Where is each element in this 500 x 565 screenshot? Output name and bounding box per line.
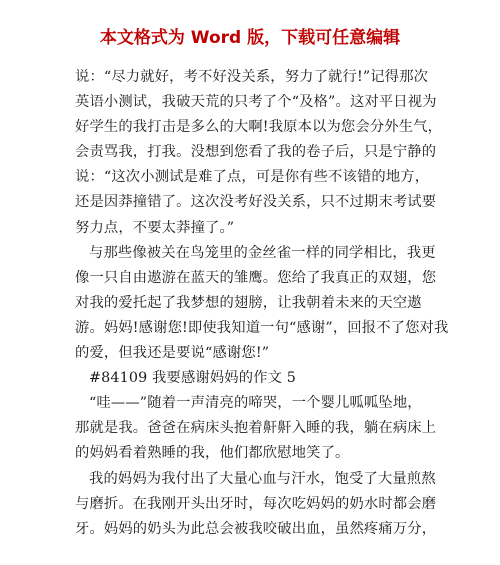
text-line: “哇——”随着一声清亮的啼哭，一个婴儿呱呱坠地， — [89, 395, 422, 412]
text-line: 英语小测试，我破天荒的只考了个“及格”。这对平日视为 — [75, 94, 437, 111]
text-line: 对我的爱托起了我梦想的翅膀，让我朝着未来的天空遨 — [75, 294, 422, 311]
text-line: 说：“尽力就好，考不好没关系，努力了就行!”记得那次 — [75, 69, 429, 85]
text-line: 的爱，但我还是要说“感谢您!” — [75, 345, 270, 362]
document-body — [75, 65, 449, 542]
text-line: 好学生的我打击是多么的大啊!我原本以为您会分外生气， — [75, 119, 443, 136]
text-line: 还是因莽撞错了。这次没考好没关系，只不过期末考试要 — [75, 194, 437, 211]
text-line: 的妈妈看着熟睡的我，他们都欣慰地笑了。 — [75, 445, 350, 462]
text-line: 像一只自由遨游在蓝天的雏鹰。您给了我真正的双翅，您 — [75, 269, 437, 286]
text-line: 我的妈妈为我付出了大量心血与汗水，饱受了大量煎熬 — [89, 470, 436, 487]
section-heading: #84109 我要感谢妈妈的作文 5 — [89, 370, 297, 387]
text-line: 与那些像被关在鸟笼里的金丝雀一样的同学相比，我更 — [89, 244, 436, 261]
text-line: 会责骂我，打我。没想到您看了我的卷子后，只是宁静的 — [75, 144, 437, 161]
text-line: 那就是我。爸爸在病床头抱着鼾鼾入睡的我，躺在病床上 — [75, 420, 437, 437]
text-line: 牙。妈妈的奶头为此总会被我咬破出血，虽然疼痛万分， — [75, 520, 437, 537]
text-line: 与磨折。在我刚开头出牙时，每次吃妈妈的奶水时都会磨 — [75, 495, 437, 512]
document-header: 本文格式为 Word 版，下载可任意编辑 — [99, 28, 401, 48]
text-line: 努力点，不要太莽撞了。” — [75, 219, 235, 236]
text-line: 游。妈妈!感谢您!即使我知道一句“感谢”，回报不了您对我 — [75, 319, 449, 336]
text-line: 说：“这次小测试是难了点，可是你有些不该错的地方， — [75, 169, 430, 186]
